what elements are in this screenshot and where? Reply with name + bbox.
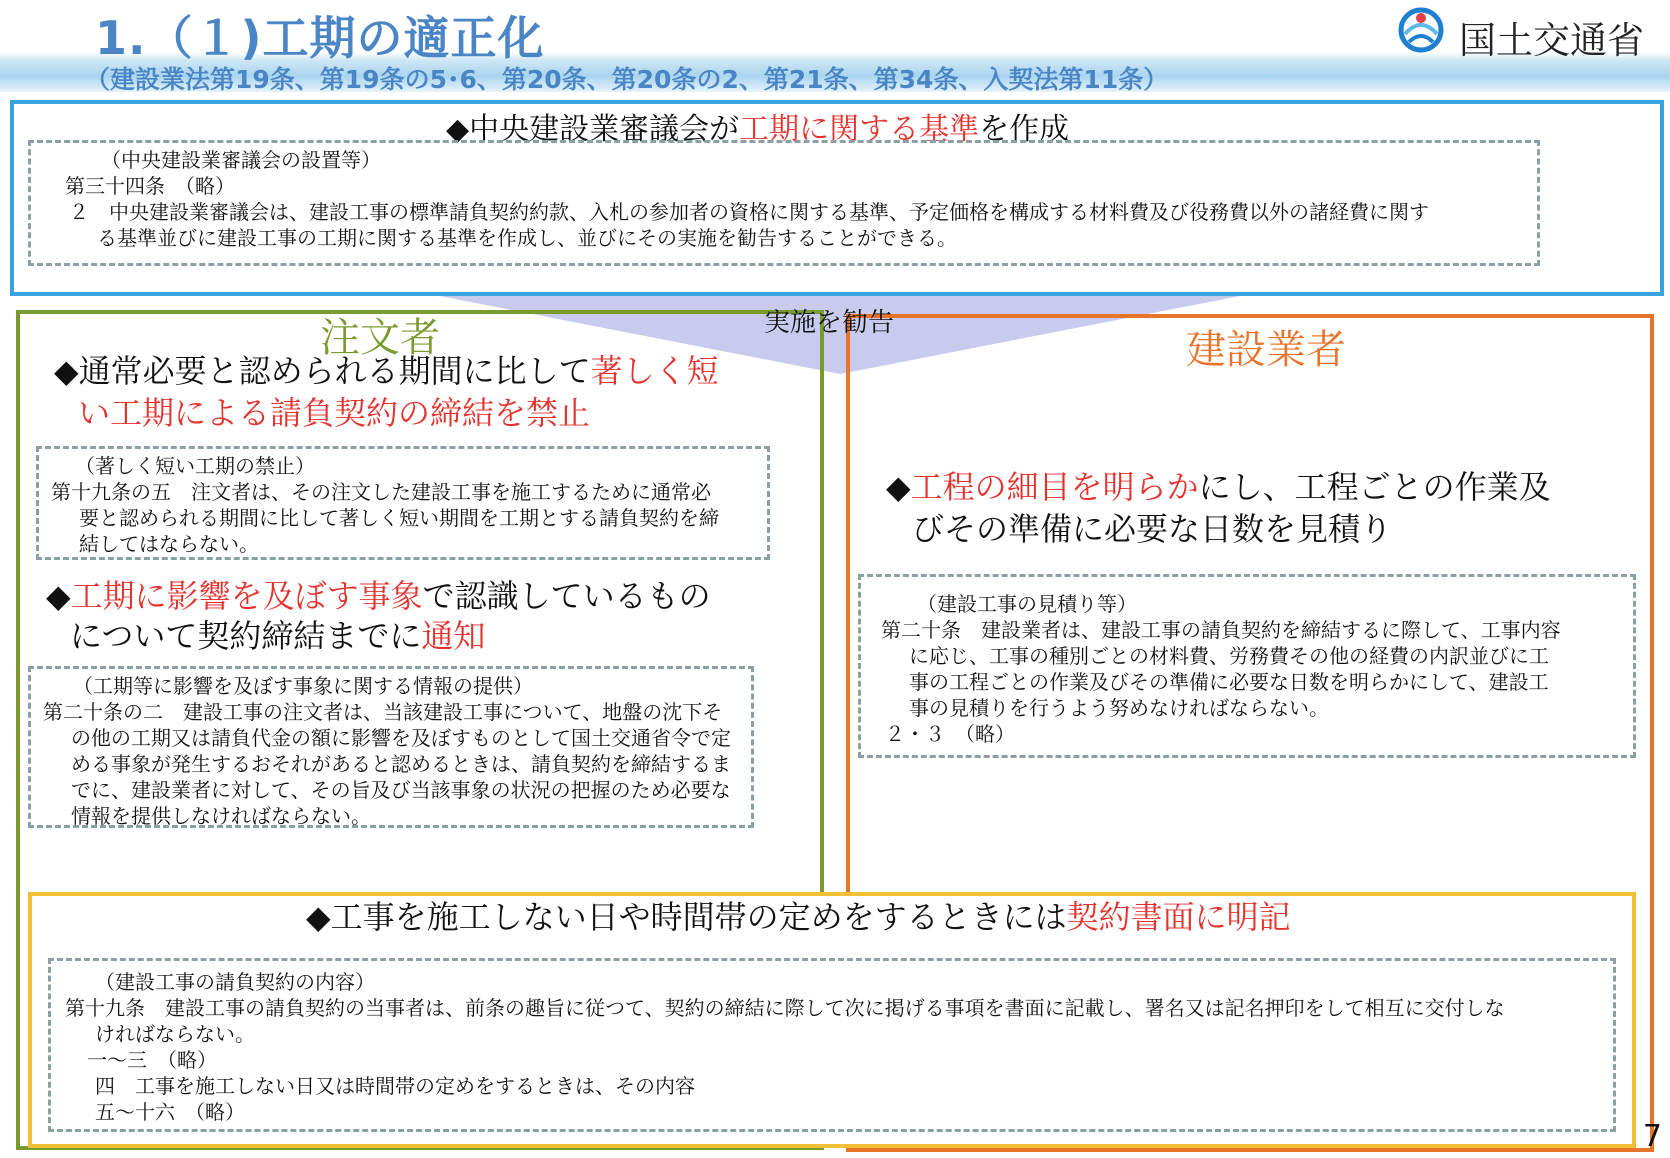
article20-law-box [858, 574, 1636, 758]
article20-2-line: でに、建設業者に対して、その旨及び当該事象の状況の把握のため必要な [71, 778, 731, 802]
article19-line: 四 工事を施工しない日又は時間帯の定めをするときは、その内容 [95, 1074, 695, 1098]
non-work-days-box [28, 892, 1636, 1148]
non-work-days-heading: ◆工事を施工しない日や時間帯の定めをするときには契約書面に明記 [306, 898, 1291, 936]
article19-5-line: 要と認められる期間に比して著しく短い期間を工期とする請負契約を締 [79, 506, 719, 530]
orderer-title: 注文者 [320, 315, 440, 361]
article20-2-line: の他の工期又は請負代金の額に影響を及ぼすものとして国土交通省令で定 [71, 726, 731, 750]
page-number: 7 [1642, 1119, 1662, 1154]
article34-line: 第三十四条 （略） [65, 174, 235, 198]
article20-line: に応じ、工事の種別ごとの材料費、労務費その他の経費の内訳並びに工 [909, 644, 1549, 668]
article34-caption: （中央建設業審議会の設置等） [101, 148, 381, 172]
article19-law-box [48, 958, 1616, 1132]
article20-2-text [43, 673, 731, 829]
page-subtitle: （建設業法第19条、第19条の5･6、第20条、第20条の2、第21条、第34条、入契法第11条） [85, 65, 1169, 94]
article34-text [65, 147, 1429, 251]
article34-line: ２ 中央建設業審議会は、建設工事の標準請負契約約款、入札の参加者の資格に関する基準、予定価格を構成する材料費及び役務費以外の諸経費に関す [69, 200, 1429, 224]
article20-line: 事の工程ごとの作業及びその準備に必要な日数を明らかにして、建設工 [909, 670, 1549, 694]
contractor-heading: ◆工程の細目を明らかにし、工程ごとの作業及 びその準備に必要な日数を見積り [886, 468, 1551, 548]
council-heading: ◆中央建設業審議会が工期に関する基準を作成 [446, 112, 1070, 147]
article19-5-line: 第十九条の五 注文者は、その注文した建設工事を施工するために通常必 [51, 480, 711, 504]
page-title: 1.（１)工期の適正化 [95, 11, 545, 65]
article20-caption: （建設工事の見積り等） [917, 592, 1137, 616]
contractor-title: 建設業者 [1186, 327, 1346, 373]
article19-line: 一～三 （略） [87, 1048, 217, 1072]
article20-2-line: 情報を提供しなければならない。 [71, 804, 371, 828]
council-heading-highlight: 工期に関する基準 [739, 112, 980, 147]
article19-5-line: 結してはならない。 [79, 532, 259, 556]
mlit-emblem-icon [1395, 6, 1447, 56]
article20-line: 事の見積りを行うよう努めなければならない。 [909, 696, 1329, 720]
article20-text [881, 591, 1561, 747]
article20-2-line: 第二十条の二 建設工事の注文者は、当該建設工事について、地盤の沈下そ [43, 700, 723, 724]
article19-line: ければならない。 [95, 1022, 255, 1046]
article20-line: ２・３ （略） [885, 722, 1015, 746]
article19-line: 第十九条 建設工事の請負契約の当事者は、前条の趣旨に従つて、契約の締結に際して次に掲げる事項を書面に記載し、署名又は記名押印をして相互に交付しな [65, 996, 1505, 1020]
article19-text [65, 969, 1505, 1125]
mlit-logo [1395, 6, 1655, 62]
article34-line: る基準並びに建設工事の工期に関する基準を作成し、並びにその実施を勧告することができる。 [97, 226, 957, 250]
recommend-arrow-label: 実施を勧告 [764, 308, 895, 338]
article34-law-box [28, 140, 1540, 266]
article19-5-law-box [36, 446, 770, 560]
article19-5-text [51, 453, 719, 557]
article20-2-line: める事象が発生するおそれがあると認めるときは、請負契約を締結するま [71, 752, 731, 776]
article20-2-caption: （工期等に影響を及ぼす事象に関する情報の提供） [73, 674, 533, 698]
article19-caption: （建設工事の請負契約の内容） [95, 970, 375, 994]
article19-line: 五～十六 （略） [95, 1100, 245, 1124]
article19-5-caption: （著しく短い工期の禁止） [75, 454, 315, 478]
orderer-heading-1: ◆通常必要と認められる期間に比して著しく短 い工期による請負契約の締結を禁止 [54, 352, 719, 432]
article20-line: 第二十条 建設業者は、建設工事の請負契約を締結するに際して、工事内容 [881, 618, 1561, 642]
council-standard-box [10, 100, 1664, 296]
orderer-heading-2: ◆工期に影響を及ぼす事象で認識しているもの について契約締結までに通知 [46, 577, 711, 655]
mlit-logo-text: 国土交通省 [1459, 19, 1644, 62]
article20-2-law-box [28, 666, 754, 828]
